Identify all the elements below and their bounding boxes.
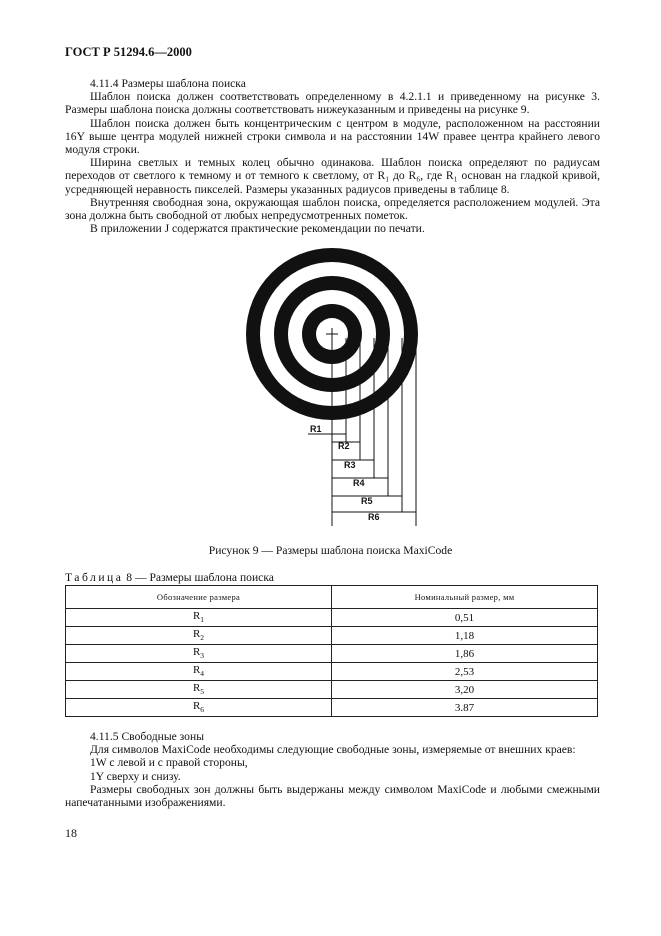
page-number: 18 (65, 826, 77, 840)
row-value: 1,86 (332, 645, 598, 663)
table-header-size: Номинальный размер, мм (332, 586, 598, 609)
paragraph: В приложении J содержатся практические рекомендации по печати. (90, 222, 425, 236)
row-value: 0,51 (332, 609, 598, 627)
paragraph: 1W с левой и с правой стороны, (90, 756, 248, 770)
table-row (66, 645, 598, 663)
row-symbol-sub: 5 (200, 687, 205, 697)
figure-caption: Рисунок 9 — Размеры шаблона поиска MaxiCode (208, 544, 453, 557)
document-header: ГОСТ Р 51294.6—2000 (65, 45, 192, 59)
paragraph: Размеры свободных зон должны быть выдержаны между символом MaxiCode и любыми смежными напечатанными изображениями. (65, 782, 600, 810)
row-value: 3.87 (332, 699, 598, 717)
row-value: 1,18 (332, 627, 598, 645)
label-r2: R2 (338, 441, 350, 451)
paragraph: Шаблон поиска должен соответствовать определенному в 4.2.1.1 и приведенному на рисунке 3. Размеры шаблона поиска должны соответствовать нижеуказанным и приведены на рисунке 9. (65, 90, 600, 117)
row-symbol: R (192, 628, 201, 641)
radius-table (65, 585, 598, 717)
row-symbol-sub: 3 (200, 651, 205, 661)
row-symbol: R (192, 700, 201, 713)
section-4-11-4 (65, 77, 600, 235)
label-r1: R1 (310, 424, 322, 434)
table-row (66, 663, 598, 681)
row-symbol-sub: 6 (200, 705, 205, 715)
table-row (66, 699, 598, 717)
label-r4: R4 (353, 478, 365, 488)
finder-pattern-figure (244, 246, 420, 536)
section-heading: 4.11.5 Свободные зоны (90, 730, 204, 743)
table-row (66, 609, 598, 627)
table-caption-text: 8 — Размеры шаблона поиска (123, 571, 274, 584)
row-value: 3,20 (332, 681, 598, 699)
section-heading: 4.11.4 Размеры шаблона поиска (90, 77, 246, 90)
row-symbol-sub: 1 (200, 615, 205, 625)
table-row (66, 627, 598, 645)
row-symbol: R (192, 610, 201, 623)
row-symbol: R (192, 646, 201, 659)
table-row (66, 681, 598, 699)
paragraph: Внутренняя свободная зона, окружающая шаблон поиска, определяется расположением модулей. Эта зона должна быть свободной от любых непредусмотренных пометок. (65, 195, 600, 223)
label-r5: R5 (361, 496, 373, 506)
table-header-designation: Обозначение размера (66, 586, 332, 609)
paragraph: Ширина светлых и темных колец обычно одинакова. Шаблон поиска определяют по радиусам переходов от светлого к темному и от темного к светлому, от R₁ до R₆, где R₁ основан на гладкой кривой, усредняющей неравность пикселей. Размеры указанных радиусов приведены в таблице 8. (65, 156, 600, 196)
paragraph: 1Y сверху и снизу. (90, 769, 181, 783)
section-4-11-5 (65, 730, 600, 809)
table-caption-word: Таблица (65, 571, 124, 584)
label-r3: R3 (344, 460, 356, 470)
label-r6: R6 (368, 512, 380, 522)
row-value: 2,53 (332, 663, 598, 681)
paragraph: Шаблон поиска должен быть концентрическим с центром в модуле, расположенном на расстоянии 16Y выше центра модулей нижней строки символа и на расстоянии 14W правее центра крайнего левого модуля строки. (65, 116, 600, 157)
row-symbol: R (192, 664, 201, 677)
row-symbol-sub: 2 (200, 633, 205, 643)
paragraph: Для символов MaxiCode необходимы следующие свободные зоны, измеряемые от внешних краев: (90, 743, 576, 757)
table-caption (65, 571, 274, 584)
row-symbol: R (192, 682, 201, 695)
row-symbol-sub: 4 (200, 669, 205, 679)
